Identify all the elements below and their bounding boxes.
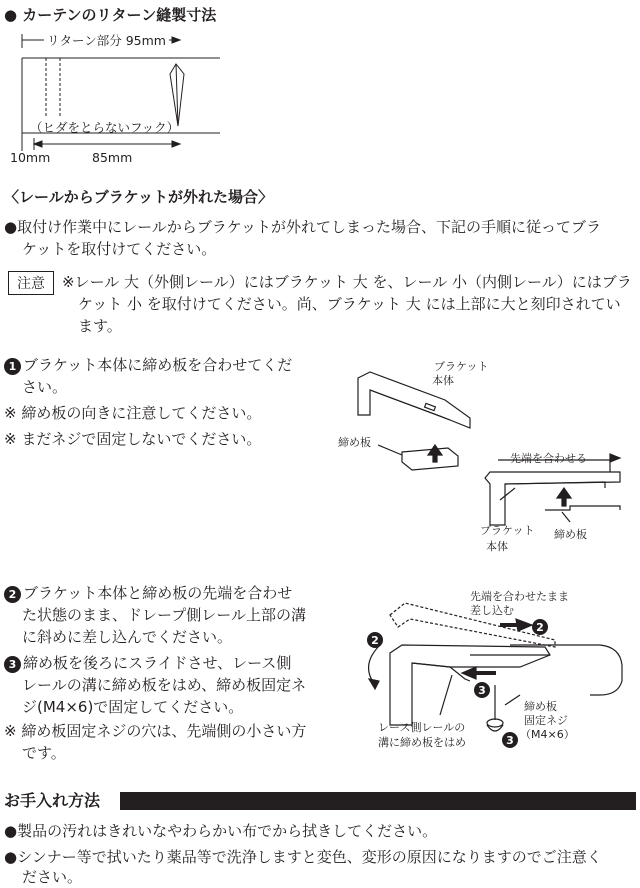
step2-marker: 2 — [4, 586, 21, 603]
return-length-label: リターン部分 95mm — [44, 31, 169, 49]
fig1-body-label-2: 本体 — [486, 540, 508, 553]
fig3-lace-label-2: 溝に締め板をはめ — [378, 736, 466, 749]
fig-marker-3-b: 3 — [506, 734, 514, 747]
fig3-screw-label-1: 締め板 — [524, 700, 557, 713]
caution-line-1: ※レール 大（外側レール）にはブラケット 大 を、レール 小（内側レール）にはブラ — [62, 273, 632, 291]
step3-line-1 — [4, 652, 291, 674]
care-title-bar — [120, 792, 636, 810]
caution-line-2: ケット 小 を取付けてください。尚、ブラケット 大 には上部に大と刻印されてい — [78, 295, 621, 313]
fig1-plate-label-2: 締め板 — [554, 528, 587, 541]
dim-85mm: 85mm — [92, 150, 133, 165]
fig2-insert-label-1: 先端を合わせたまま — [470, 590, 569, 603]
care-line-2: ●シンナー等で拭いたり薬品等で洗浄しますと変色、変形の原因になりますのでご注意く — [4, 848, 602, 866]
step3-line-2: レールの溝に締め板をはめ、締め板固定ネ — [22, 676, 307, 694]
care-title: お手入れ方法 — [4, 791, 101, 810]
intro-line-1: ●取付け作業中にレールからブラケットが外れてしまった場合、下記の手順に従ってブラ — [4, 218, 602, 236]
step2-text: ブラケット本体と締め板の先端を合わせ — [23, 584, 293, 602]
caution-line-3: ます。 — [78, 317, 122, 335]
care-line-3: ださい。 — [22, 868, 83, 886]
caution-label: 注意 — [8, 271, 54, 295]
step3-note-2: です。 — [22, 744, 66, 762]
section-title-bracket-off: 〈レールからブラケットが外れた場合〉 — [4, 188, 273, 206]
fig1-bracket-label-2: ブラケット — [480, 524, 535, 537]
fig-marker-2-b: 2 — [536, 621, 544, 634]
step3-line-3: ジ(M4×6)で固定してください。 — [22, 698, 244, 716]
fig1-body-label: 本体 — [432, 374, 454, 387]
step1-marker: 1 — [4, 358, 21, 375]
fig1-bracket-label: ブラケット — [434, 360, 489, 373]
fig1-plate-label: 締め板 — [338, 436, 371, 449]
fig3-lace-label-1: レース側レールの — [378, 721, 466, 734]
step1-note-1: ※ 締め板の向きに注意してください。 — [4, 404, 262, 422]
fig3-screw-label-3: （M4×6） — [520, 728, 575, 741]
fig2-insert-label-2: 差し込む — [470, 604, 514, 617]
fig-marker-2-a: 2 — [371, 634, 379, 647]
step3-text: 締め板を後ろにスライドさせ、レース側 — [23, 654, 292, 672]
hook-label: （ヒダをとらないフック） — [30, 120, 180, 135]
dim-10mm: 10mm — [10, 150, 51, 165]
step3-marker: 3 — [4, 656, 21, 673]
fig3-screw-label-2: 固定ネジ — [524, 714, 568, 727]
care-line-1: ●製品の汚れはきれいなやわらかい布でから拭きしてください。 — [4, 822, 438, 840]
step1-text: ブラケット本体に締め板を合わせてくだ — [23, 356, 293, 374]
step2-line-2: た状態のまま、ドレープ側レール上部の溝 — [22, 606, 306, 624]
step1-line-2: さい。 — [22, 378, 68, 396]
fig1-align-label: 先端を合わせる — [510, 452, 587, 465]
step2-line-1 — [4, 582, 292, 604]
section-title-return: ● カーテンのリターン縫製寸法 — [4, 6, 217, 24]
intro-line-2: ケットを取付けてください。 — [22, 240, 217, 258]
step3-note-1: ※ 締め板固定ネジの穴は、先端側の小さい方 — [4, 722, 307, 740]
step1-line-1 — [4, 354, 292, 376]
step1-note-2: ※ まだネジで固定しないでください。 — [4, 430, 262, 448]
step2-line-3: に斜めに差し込んでください。 — [22, 628, 233, 646]
fig-marker-3-a: 3 — [478, 684, 486, 697]
